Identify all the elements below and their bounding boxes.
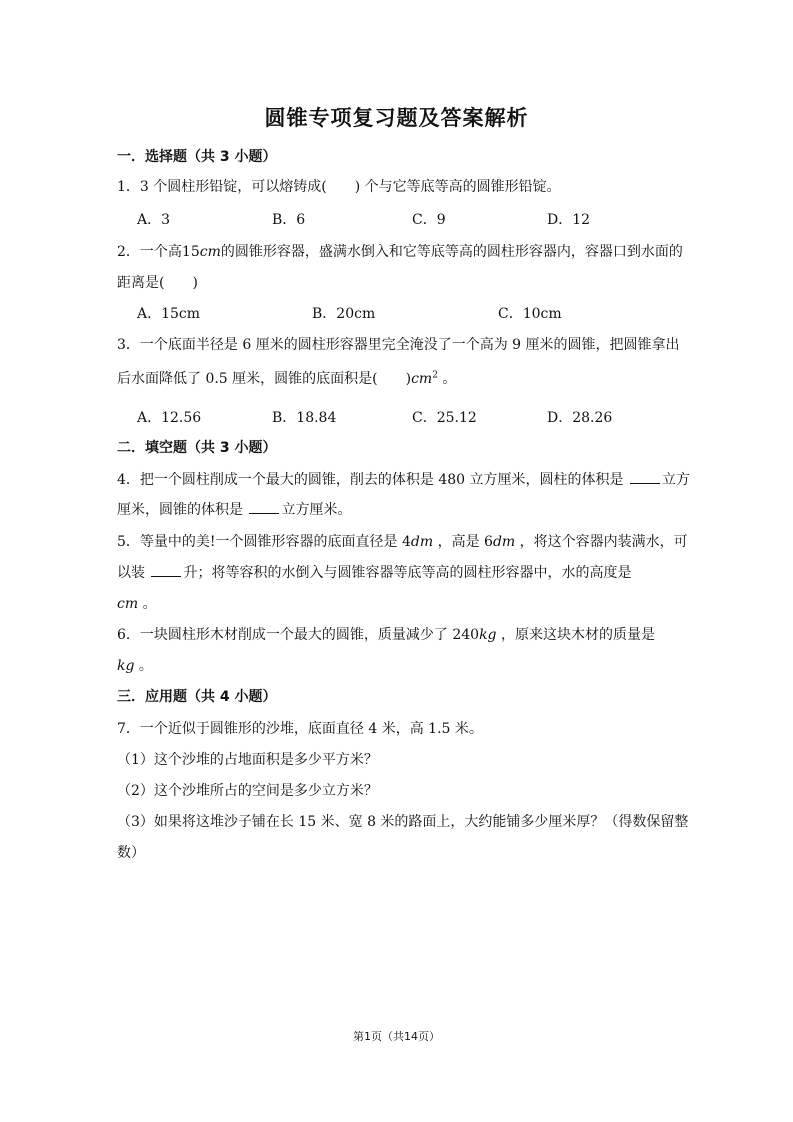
question-5-line-1	[117, 531, 688, 551]
q5-text-e: 升；将等容积的水倒入与圆锥容器等底等高的圆柱形容器中，水的高度是	[183, 565, 632, 581]
q2-unit: cm	[199, 244, 221, 260]
question-7: 7．一个近似于圆锥形的沙堆，底面直径 4 米，高 1.5 米。	[117, 721, 483, 737]
q4-text-a: 4．把一个圆柱削成一个最大的圆锥，削去的体积是 480 立方厘米，圆柱的体积是	[117, 472, 628, 488]
q5-unit-1: dm	[410, 534, 434, 550]
question-5-line-3	[117, 593, 157, 613]
q3-option-c: C．25.12	[412, 410, 477, 426]
q3-unit-superscript: 2	[432, 370, 438, 381]
q5-unit-2: dm	[492, 534, 516, 550]
q4-blank-1	[630, 471, 660, 484]
q3-text-a: 后水面降低了 0.5 厘米，圆锥的底面积是( )	[117, 371, 412, 387]
q7-part-1: （1）这个沙堆的占地面积是多少平方米？	[117, 752, 378, 768]
q1-option-b: B．6	[272, 212, 306, 228]
question-3-line-2	[117, 368, 456, 388]
q7-part-3-line-1: （3）如果将这堆沙子铺在长 15 米、宽 8 米的路面上，大约能铺多少厘米厚？（得数保留整	[117, 814, 689, 830]
q1-option-a: A．3	[137, 212, 171, 228]
page-footer: 第1页（共14页）	[353, 1030, 440, 1043]
q1-option-c: C．9	[412, 212, 446, 228]
question-2-line-2: 距离是( )	[117, 275, 198, 291]
question-2-line-1	[117, 241, 683, 261]
q7-part-3-line-2: 数）	[117, 845, 145, 861]
page-title: 圆锥专项复习题及答案解析	[264, 105, 529, 130]
q4-blank-2	[249, 501, 279, 514]
q5-text-c: ，将这个容器内装满水，可	[515, 534, 688, 550]
q5-text-a: 5．等量中的美!一个圆锥形容器的底面直径是 4	[117, 534, 411, 550]
question-3-line-1: 3．一个底面半径是 6 厘米的圆柱形容器里完全淹没了一个高为 9 厘米的圆锥，把圆锥拿出	[117, 337, 680, 353]
question-6-line-1	[117, 624, 655, 644]
q7-part-2: （2）这个沙堆所占的空间是多少立方米？	[117, 783, 378, 799]
question-4-line-1	[117, 469, 690, 489]
q5-blank	[151, 564, 181, 577]
section-heading-fill: 二．填空题（共 3 小题）	[117, 440, 277, 456]
q4-text-b: 立方	[661, 472, 690, 488]
q2-option-b: B．20cm	[312, 306, 376, 322]
question-1: 1．3 个圆柱形铅锭，可以熔铸成( ) 个与它等底等高的圆锥形铅锭。	[117, 179, 561, 195]
q1-option-d: D．12	[547, 212, 591, 228]
question-5-line-2	[117, 562, 631, 582]
q2-text-b: 的圆锥形容器，盛满水倒入和它等底等高的圆柱形容器内，容器口到水面的	[220, 244, 683, 260]
q3-text-b: 。	[437, 371, 457, 387]
q3-option-d: D．28.26	[547, 410, 613, 426]
q5-text-f: 。	[138, 596, 157, 612]
q6-unit-1: kg	[479, 627, 497, 643]
q6-text-b: ，原来这块木材的质量是	[496, 627, 655, 643]
question-4-line-2	[117, 499, 351, 519]
section-heading-choice: 一．选择题（共 3 小题）	[117, 149, 277, 165]
q6-unit-2: kg	[117, 658, 135, 674]
q2-option-a: A．15cm	[137, 306, 201, 322]
q2-text-a: 2．一个高15	[117, 244, 200, 260]
q3-option-b: B．18.84	[272, 410, 337, 426]
q4-text-c: 厘米，圆锥的体积是	[117, 502, 248, 518]
q2-option-c: C．10cm	[498, 306, 562, 322]
q6-text-a: 6．一块圆柱形木材削成一个最大的圆锥，质量减少了 240	[117, 627, 480, 643]
question-6-line-2	[117, 655, 153, 675]
section-heading-application: 三．应用题（共 4 小题）	[117, 689, 277, 705]
q6-text-c: 。	[134, 658, 153, 674]
q3-option-a: A．12.56	[137, 410, 202, 426]
q4-text-d: 立方厘米。	[281, 502, 352, 518]
q5-text-b: ，高是 6	[433, 534, 493, 550]
q3-unit: cm	[411, 371, 433, 387]
q5-text-d: 以装	[117, 565, 150, 581]
q5-unit-3: cm	[117, 596, 139, 612]
